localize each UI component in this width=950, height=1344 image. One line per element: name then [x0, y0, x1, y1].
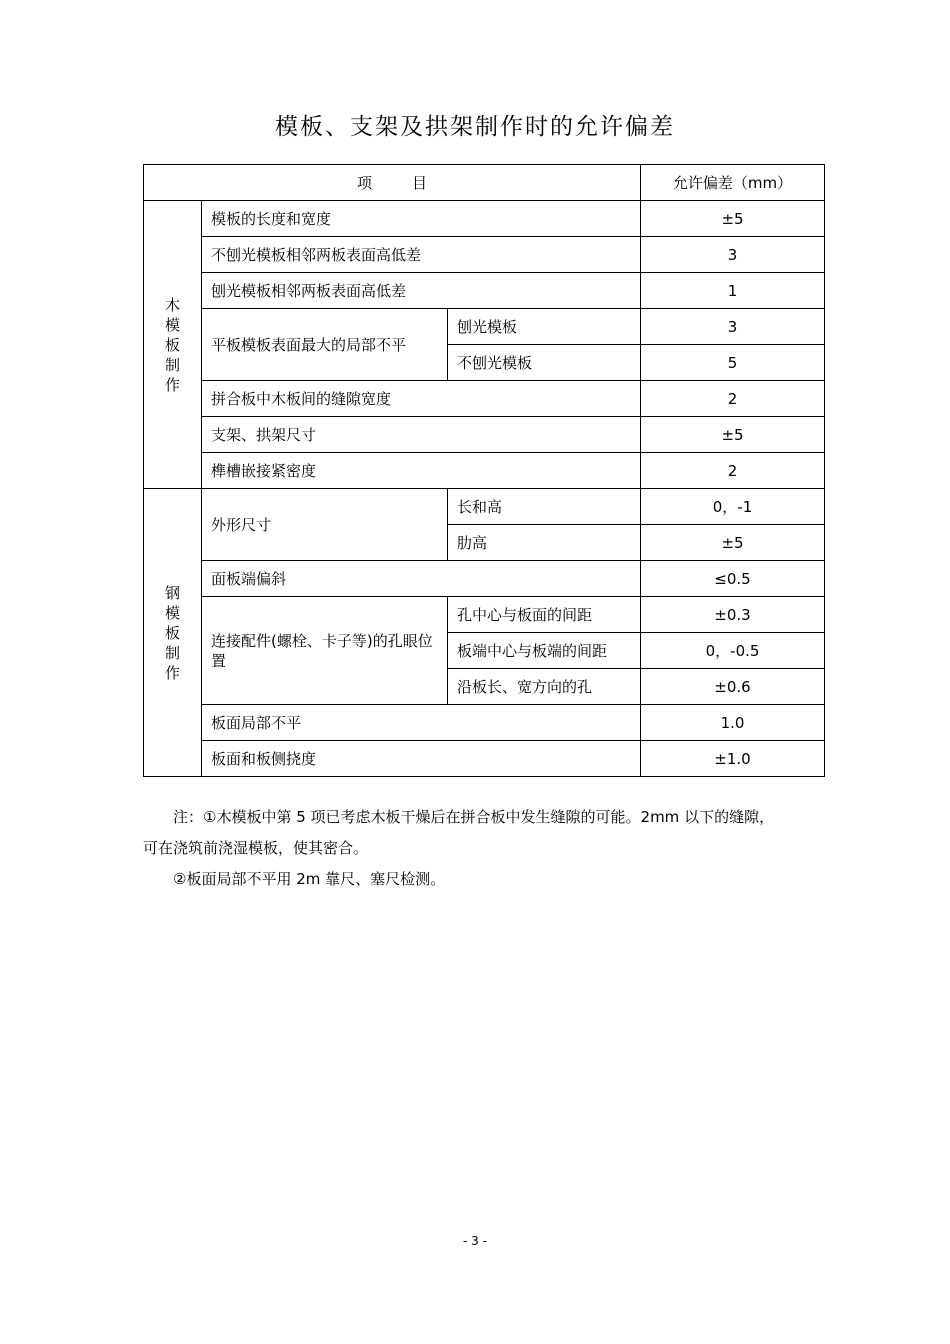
table-row	[144, 309, 825, 345]
table-row	[144, 273, 825, 309]
value-cell: 1.0	[641, 705, 825, 741]
sub-item-cell: 长和高	[448, 489, 641, 525]
page-number: - 3 -	[463, 1234, 487, 1248]
value-cell: ±5	[641, 417, 825, 453]
sub-item-cell: 沿板长、宽方向的孔	[448, 669, 641, 705]
item-cell: 面板端偏斜	[202, 561, 641, 597]
tolerance-table	[143, 164, 825, 777]
item-cell: 支架、拱架尺寸	[202, 417, 641, 453]
header-item-b: 目	[412, 173, 428, 192]
value-cell: 0，-1	[641, 489, 825, 525]
table-row	[144, 597, 825, 633]
table-row	[144, 237, 825, 273]
table-row	[144, 741, 825, 777]
table-row	[144, 201, 825, 237]
value-cell: 2	[641, 381, 825, 417]
sub-item-cell: 肋高	[448, 525, 641, 561]
sub-item-cell: 孔中心与板面的间距	[448, 597, 641, 633]
sub-item-cell: 不刨光模板	[448, 345, 641, 381]
item-cell: 平板模板表面最大的局部不平	[202, 309, 448, 381]
value-cell: ±5	[641, 201, 825, 237]
note-1-line-2: 可在浇筑前浇湿模板，使其密合。	[143, 839, 369, 857]
item-cell: 连接配件(螺栓、卡子等)的孔眼位置	[202, 597, 448, 705]
item-cell: 板面和板侧挠度	[202, 741, 641, 777]
value-cell: 5	[641, 345, 825, 381]
item-cell: 不刨光模板相邻两板表面高低差	[202, 237, 641, 273]
table-row	[144, 705, 825, 741]
value-cell: ±0.3	[641, 597, 825, 633]
value-cell: 2	[641, 453, 825, 489]
item-cell: 板面局部不平	[202, 705, 641, 741]
value-cell: ±1.0	[641, 741, 825, 777]
category-wood: 木 模 板 制 作	[144, 201, 202, 489]
value-cell: ±0.6	[641, 669, 825, 705]
item-cell: 拼合板中木板间的缝隙宽度	[202, 381, 641, 417]
page-title: 模板、支架及拱架制作时的允许偏差	[275, 114, 675, 140]
category-steel: 钢 模 板 制 作	[144, 489, 202, 777]
item-cell: 外形尺寸	[202, 489, 448, 561]
table-row	[144, 417, 825, 453]
item-cell: 榫槽嵌接紧密度	[202, 453, 641, 489]
header-item-a: 项	[356, 173, 372, 192]
table-row	[144, 561, 825, 597]
sub-item-cell: 刨光模板	[448, 309, 641, 345]
value-cell: ±5	[641, 525, 825, 561]
item-cell: 模板的长度和宽度	[202, 201, 641, 237]
value-cell: 0，-0.5	[641, 633, 825, 669]
table-row	[144, 489, 825, 525]
table-row	[144, 381, 825, 417]
value-cell: 3	[641, 237, 825, 273]
header-tolerance-cell: 允许偏差（mm）	[641, 165, 825, 201]
value-cell: 1	[641, 273, 825, 309]
item-cell: 刨光模板相邻两板表面高低差	[202, 273, 641, 309]
note-1-line-1: 注：①木模板中第 5 项已考虑木板干燥后在拼合板中发生缝隙的可能。2mm 以下的缝隙，	[173, 808, 775, 826]
table-row	[144, 453, 825, 489]
sub-item-cell: 板端中心与板端的间距	[448, 633, 641, 669]
header-item-cell	[144, 165, 641, 201]
value-cell: 3	[641, 309, 825, 345]
value-cell: ≤0.5	[641, 561, 825, 597]
table-header-row	[144, 165, 825, 201]
note-2: ②板面局部不平用 2m 靠尺、塞尺检测。	[173, 870, 446, 888]
notes	[143, 802, 833, 895]
